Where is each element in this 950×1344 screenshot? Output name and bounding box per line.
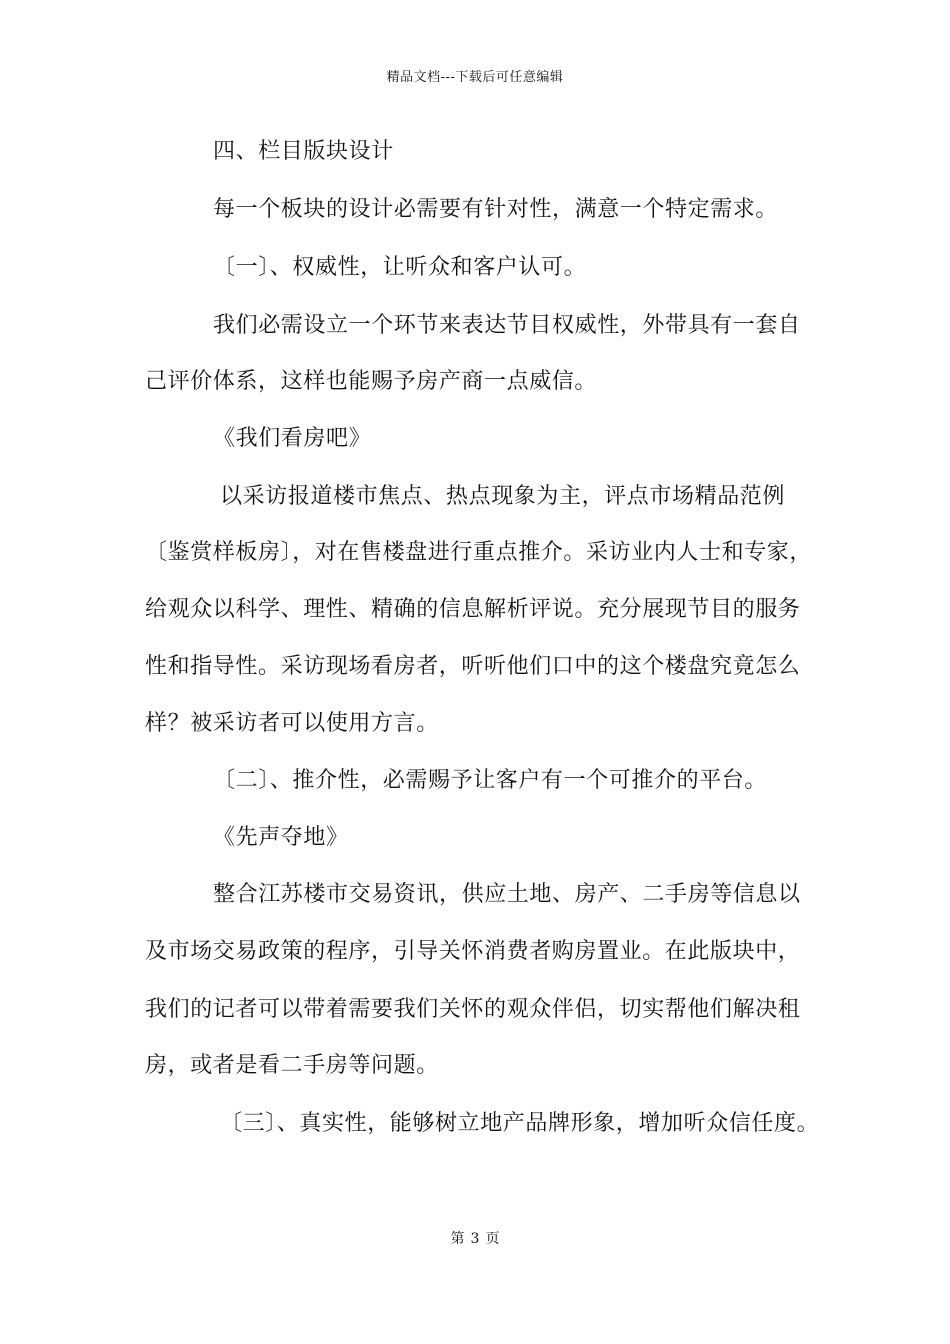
program2-body-line: 房，或者是看二手房等问题。 [145,1053,439,1078]
program2-title: 《先声夺地》 [213,825,349,850]
intro-paragraph: 每一个板块的设计必需要有针对性，满意一个特定需求。 [213,197,779,222]
point1-body-line: 我们必需设立一个环节来表达节目权威性，外带具有一套自 [213,313,801,338]
point1-body-line: 己评价体系，这样也能赐予房产商一点威信。 [145,369,598,394]
page-prefix: 第 [450,1231,465,1247]
point2-heading: 〔二〕、推介性，必需赐予让客户有一个可推介的平台。 [213,768,768,793]
program2-body-line: 整合江苏楼市交易资讯，供应土地、房产、二手房等信息以 [213,882,801,907]
point1-heading: 〔一〕、权威性，让听众和客户认可。 [213,255,587,280]
program1-body-line: 〔鉴赏样板房〕，对在售楼盘进行重点推介。采访业内人士和专家， [145,540,813,565]
page-suffix: 页 [485,1231,500,1247]
document-header: 精品文档---下载后可任意编辑 [386,70,564,85]
program1-body-line: 给观众以科学、理性、精确的信息解析评说。充分展现节目的服务 [145,597,801,622]
point3-heading: 〔三〕、真实性，能够树立地产品牌形象，增加听众信任度。 [220,1111,820,1136]
program1-title: 《我们看房吧》 [213,426,372,451]
program2-body-line: 我们的记者可以带着需要我们关怀的观众伴侣，切实帮他们解决租 [145,997,801,1022]
section-title: 四、栏目版块设计 [213,139,394,164]
program1-body-line: 性和指导性。采访现场看房者，听听他们口中的这个楼盘究竟怎么 [145,654,801,679]
program1-body-line: 以采访报道楼市焦点、热点现象为主，评点市场精品范例 [220,484,786,509]
page-footer [0,1228,950,1248]
page-number: 3 [470,1231,480,1247]
program1-body-line: 样？被采访者可以使用方言。 [145,711,439,736]
program2-body-line: 及市场交易政策的程序，引导关怀消费者购房置业。在此版块中， [145,939,801,964]
